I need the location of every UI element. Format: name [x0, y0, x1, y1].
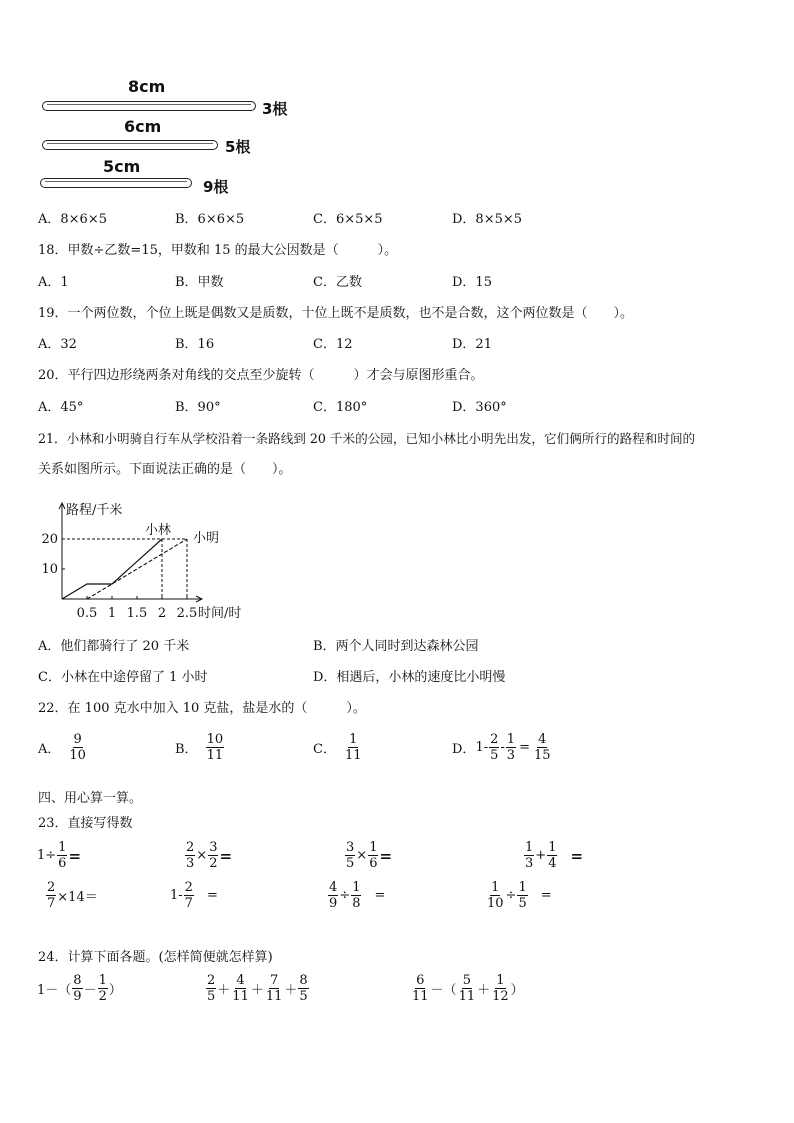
q23-expr-1 [37, 841, 81, 870]
equals-sign: = [68, 846, 82, 865]
equals-sign: = [570, 846, 584, 865]
fraction [46, 881, 56, 910]
denominator: 3 [525, 856, 534, 871]
operator: + [535, 848, 547, 863]
fraction [458, 974, 477, 1003]
fraction [328, 881, 338, 910]
series-xiaolin-label: 小林 [144, 523, 172, 538]
stick-1-length: 8cm [128, 77, 166, 96]
q23-expr-4 [523, 841, 583, 870]
stick-3 [40, 178, 192, 188]
y-tick-10: 10 [41, 562, 58, 577]
series-xiaoming-line [87, 539, 187, 599]
q24-expr-2 [205, 974, 310, 1003]
denominator: 11 [232, 989, 249, 1004]
denominator: 12 [492, 989, 509, 1004]
operator: ÷ [505, 888, 517, 903]
q20-text: 20．平行四边形绕两条对角线的交点至少旋转（ ）才会与原图形重合。 [38, 368, 484, 383]
operator: ＋ [217, 983, 231, 998]
denominator: 2 [98, 989, 107, 1004]
q22-option-a[interactable] [38, 733, 88, 762]
fraction [345, 841, 355, 870]
numerator: 1 [349, 732, 358, 747]
numerator: 7 [269, 973, 279, 988]
q20-option-b[interactable]: B．90° [175, 400, 221, 415]
expr-part: 1÷ [37, 848, 57, 863]
numerator: 3 [346, 840, 355, 855]
fraction [57, 841, 67, 870]
operator: ＋ [250, 983, 264, 998]
x-tick-0.5: 0.5 [76, 606, 98, 620]
q23-expr-3 [344, 841, 392, 870]
stick-2-length: 6cm [124, 117, 162, 136]
stick-3-count: 9根 [203, 178, 229, 196]
q24-expr-1 [37, 974, 122, 1003]
denominator: 11 [412, 989, 429, 1004]
denominator: 5 [207, 989, 216, 1004]
numerator: 4 [329, 880, 338, 895]
series-xiaolin-line [62, 539, 162, 599]
x-tick-1: 1 [107, 606, 117, 620]
stick-1 [42, 101, 256, 111]
q23-expr-8 [485, 881, 552, 910]
denominator: 10 [487, 896, 504, 911]
x-axis-label: 时间/时 [198, 606, 242, 620]
q17-option-c[interactable]: C．6×5×5 [313, 212, 383, 227]
numerator: 1 [518, 880, 527, 895]
fraction [411, 974, 430, 1003]
q19-text: 19．一个两位数，个位上既是偶数又是质数，十位上既不是质数，也不是合数，这个两位数是（ ）。 [38, 306, 634, 321]
x-tick-2.5: 2.5 [176, 606, 198, 620]
fraction [184, 881, 194, 910]
fraction [185, 841, 195, 870]
fraction [524, 841, 534, 870]
q22-option-c[interactable] [313, 733, 364, 762]
q18-option-a[interactable]: A．1 [38, 275, 69, 290]
operator: ＋ [477, 983, 491, 998]
numerator: 2 [490, 732, 499, 747]
operator: ÷ [339, 888, 351, 903]
minus-sign: - [500, 740, 505, 755]
y-axis-label: 路程/千米 [66, 503, 123, 518]
q22-option-a-fraction [68, 733, 87, 762]
fraction [351, 881, 361, 910]
q20-option-a[interactable]: A．45° [38, 400, 84, 415]
q22-option-a-label: A． [38, 742, 61, 757]
denominator: 9 [73, 989, 82, 1004]
q22-option-d-frac3 [533, 733, 552, 762]
fraction [368, 841, 378, 870]
numerator: 1 [506, 732, 516, 747]
expr-part: 1- [170, 888, 183, 903]
denominator: 7 [47, 896, 56, 911]
equals-sign: = [206, 888, 218, 903]
fraction [231, 974, 250, 1003]
numerator: 3 [209, 840, 218, 855]
x-tick-2: 2 [157, 606, 167, 620]
denominator: 6 [58, 856, 67, 871]
fraction [486, 881, 505, 910]
q17-option-d[interactable]: D．8×5×5 [452, 212, 523, 227]
numerator: 9 [73, 732, 82, 747]
expr-part: ） [510, 983, 524, 998]
denominator: 4 [548, 856, 557, 871]
q23-expr-6 [170, 881, 218, 910]
q22-option-b-fraction [206, 733, 225, 762]
q20-option-d[interactable]: D．360° [452, 400, 507, 415]
numerator: 1 [98, 973, 107, 988]
expr-part: ×14＝ [57, 890, 98, 905]
denominator: 5 [346, 856, 355, 871]
q18-option-c[interactable]: C．乙数 [313, 275, 362, 290]
fraction [206, 974, 216, 1003]
fraction [547, 841, 557, 870]
q20-option-c[interactable]: C．180° [313, 400, 368, 415]
numerator: 2 [184, 880, 193, 895]
denominator: 5 [518, 896, 527, 911]
stick-1-count: 3根 [262, 100, 288, 118]
distance-time-chart [34, 495, 274, 620]
q21-option-c[interactable]: C．小林在中途停留了 1 小时 [38, 670, 208, 685]
q17-option-a[interactable]: A．8×6×5 [38, 212, 107, 227]
denominator: 5 [490, 748, 499, 763]
numerator: 2 [186, 840, 195, 855]
numerator: 5 [462, 973, 471, 988]
q19-option-a[interactable]: A．32 [38, 337, 77, 352]
fraction [517, 881, 527, 910]
q19-option-b[interactable]: B．16 [175, 337, 215, 352]
equals-sign: = [219, 846, 233, 865]
fraction [208, 841, 218, 870]
q22-option-d[interactable] [452, 733, 553, 762]
numerator: 8 [73, 973, 82, 988]
q22-option-d-one: 1- [475, 740, 489, 755]
q21-text-line2: 关系如图所示。下面说法正确的是（ ）。 [38, 462, 292, 477]
fraction [265, 974, 284, 1003]
q21-option-b[interactable]: B．两个人同时到达森林公园 [313, 639, 479, 654]
q19-option-c[interactable]: C．12 [313, 337, 353, 352]
q23-expr-2 [184, 841, 232, 870]
q23-expr-7 [327, 881, 385, 910]
q21-option-a[interactable]: A．他们都骑行了 20 千米 [38, 639, 190, 654]
numerator: 2 [47, 880, 56, 895]
operator: － [83, 983, 97, 998]
operator: ＋ [284, 983, 298, 998]
q22-option-b-label: B． [175, 742, 198, 757]
denominator: 11 [206, 748, 224, 763]
equals-sign: = [540, 888, 552, 903]
y-tick-20: 20 [41, 532, 58, 547]
q22-option-d-frac1 [489, 733, 499, 762]
q21-text-line1: 21．小林和小明骑自行车从学校沿着一条路线到 20 千米的公园，已知小林比小明先出发，它们俩所行的路程和时间的 [38, 431, 696, 446]
numerator: 1 [548, 840, 557, 855]
numerator: 1 [496, 973, 505, 988]
q22-option-d-frac2 [506, 733, 516, 762]
q22-option-b[interactable] [175, 733, 225, 762]
q17-option-b[interactable]: B．6×6×5 [175, 212, 245, 227]
denominator: 7 [184, 896, 193, 911]
denominator: 3 [186, 856, 195, 871]
q24-expr-3 [410, 974, 524, 1003]
numerator: 10 [206, 732, 224, 747]
denominator: 11 [458, 989, 476, 1004]
q23-text: 23．直接写得数 [38, 816, 133, 831]
x-tick-1.5: 1.5 [126, 606, 148, 620]
equals-sign: = [519, 740, 530, 755]
q22-option-c-label: C． [313, 742, 336, 757]
fraction [298, 974, 308, 1003]
numerator: 8 [299, 973, 308, 988]
q22-text: 22．在 100 克水中加入 10 克盐，盐是水的（ ）。 [38, 701, 366, 716]
q21-option-d[interactable]: D．相遇后，小林的速度比小明慢 [313, 670, 506, 685]
q18-option-b[interactable]: B．甲数 [175, 275, 224, 290]
q22-option-c-fraction [344, 733, 363, 762]
numerator: 4 [538, 732, 547, 747]
equals-sign: = [374, 888, 386, 903]
q24-text: 24．计算下面各题。(怎样简便就怎样算) [38, 950, 273, 965]
expr-part: ） [108, 983, 122, 998]
q23-expr-5 [45, 881, 98, 910]
denominator: 15 [533, 748, 551, 763]
numerator: 1 [491, 880, 500, 895]
numerator: 1 [369, 840, 378, 855]
numerator: 1 [58, 840, 67, 855]
q18-text: 18．甲数÷乙数=15，甲数和 15 的最大公因数是（ ）。 [38, 243, 398, 258]
q22-option-d-label: D． [452, 742, 476, 757]
fraction [491, 974, 510, 1003]
fraction [72, 974, 82, 1003]
fraction [98, 974, 108, 1003]
q19-option-d[interactable]: D．21 [452, 337, 492, 352]
stick-2-count: 5根 [225, 138, 251, 156]
numerator: 1 [352, 880, 361, 895]
denominator: 2 [209, 856, 218, 871]
section-4-heading: 四、用心算一算。 [38, 791, 143, 806]
denominator: 3 [506, 748, 516, 763]
numerator: 6 [416, 973, 425, 988]
denominator: 5 [299, 989, 308, 1004]
denominator: 6 [369, 856, 378, 871]
expr-part: 1－（ [37, 983, 72, 998]
stick-2 [42, 140, 218, 150]
numerator: 2 [207, 973, 216, 988]
denominator: 11 [344, 748, 362, 763]
series-xiaoming-label: 小明 [193, 531, 220, 546]
numerator: 1 [525, 840, 534, 855]
denominator: 9 [329, 896, 338, 911]
denominator: 8 [352, 896, 361, 911]
stick-3-length: 5cm [103, 157, 141, 176]
expr-part: －（ [430, 983, 457, 998]
denominator: 11 [265, 989, 283, 1004]
denominator: 10 [69, 748, 86, 763]
numerator: 4 [236, 973, 245, 988]
operator: × [196, 848, 208, 863]
equals-sign: = [379, 846, 393, 865]
q18-option-d[interactable]: D．15 [452, 275, 492, 290]
operator: × [356, 848, 368, 863]
